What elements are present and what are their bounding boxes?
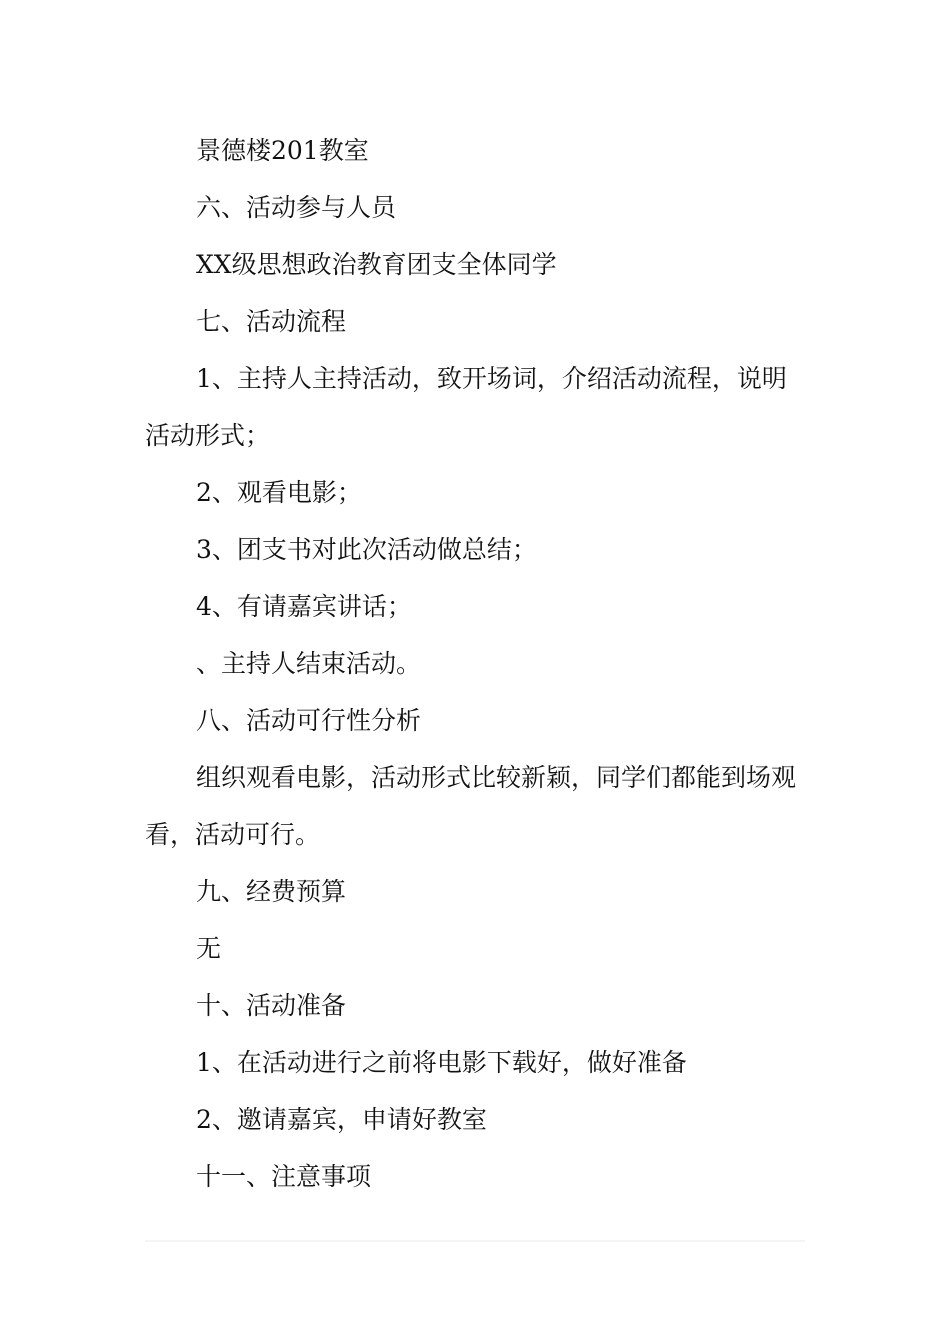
heading-participants: 六、活动参与人员 [196, 193, 397, 222]
heading-notes: 十一、注意事项 [196, 1162, 372, 1191]
heading-budget: 九、经费预算 [196, 877, 347, 906]
paragraph-location: 景德楼201教室 [196, 136, 369, 165]
paragraph-process-step-4: 4、有请嘉宾讲话； [196, 592, 412, 621]
paragraph-process-step-5: 、主持人结束活动。 [196, 649, 422, 678]
paragraph-process-step-2: 2、观看电影； [196, 478, 362, 507]
paragraph-process-step-1: 1、主持人主持活动，致开场词，介绍活动流程，说明活动形式； [145, 364, 787, 450]
paragraph-preparation-1: 1、在活动进行之前将电影下载好，做好准备 [196, 1048, 687, 1077]
heading-feasibility: 八、活动可行性分析 [196, 706, 422, 735]
heading-preparation: 十、活动准备 [196, 991, 347, 1020]
paragraph-budget: 无 [196, 934, 222, 963]
paragraph-preparation-2: 2、邀请嘉宾，申请好教室 [196, 1105, 487, 1134]
paragraph-feasibility: 组织观看电影，活动形式比较新颖，同学们都能到场观看，活动可行。 [145, 763, 797, 849]
paragraph-process-step-3: 3、团支书对此次活动做总结； [196, 535, 537, 564]
heading-process: 七、活动流程 [196, 307, 347, 336]
paragraph-participants: XX级思想政治教育团支全体同学 [196, 250, 557, 279]
page-bottom-divider [145, 1240, 805, 1242]
